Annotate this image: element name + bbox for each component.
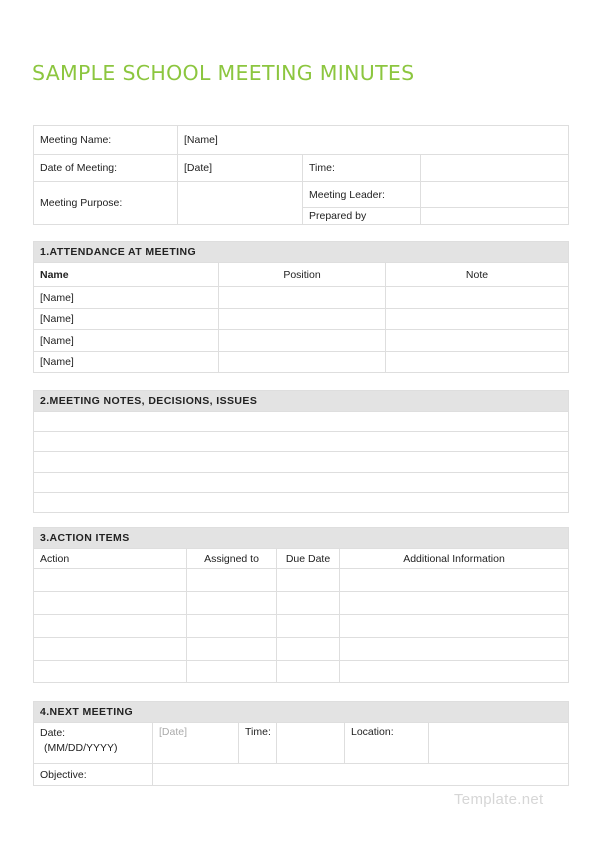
next-meeting-location-label: Location:	[345, 723, 429, 764]
meeting-purpose-value[interactable]	[178, 182, 303, 225]
next-meeting-objective-value[interactable]	[153, 764, 569, 786]
column-header-assigned-to: Assigned to	[187, 549, 277, 569]
meeting-leader-label: Meeting Leader:	[303, 182, 421, 208]
attendee-name[interactable]: [Name]	[34, 330, 219, 352]
date-label: Date:	[40, 727, 66, 739]
next-meeting-date-label	[34, 723, 153, 764]
next-meeting-heading: 4.NEXT MEETING	[34, 702, 569, 723]
table-row	[34, 287, 569, 309]
action-items-table	[33, 527, 569, 683]
notes-line[interactable]	[34, 432, 569, 452]
column-header-action: Action	[34, 549, 187, 569]
attendee-name[interactable]: [Name]	[34, 352, 219, 373]
attendance-table	[33, 241, 569, 373]
attendee-note[interactable]	[386, 309, 569, 330]
table-row	[34, 661, 569, 683]
next-meeting-time-label: Time:	[239, 723, 277, 764]
table-row	[34, 592, 569, 615]
table-row	[34, 638, 569, 661]
attendee-name[interactable]: [Name]	[34, 309, 219, 330]
meeting-purpose-label: Meeting Purpose:	[34, 182, 178, 225]
prepared-by-value[interactable]	[421, 208, 569, 225]
column-header-name: Name	[34, 263, 219, 287]
time-value[interactable]	[421, 155, 569, 182]
attendee-name[interactable]: [Name]	[34, 287, 219, 309]
notes-line[interactable]	[34, 473, 569, 493]
table-row	[34, 615, 569, 638]
meeting-notes-table	[33, 390, 569, 513]
attendee-position[interactable]	[219, 309, 386, 330]
date-of-meeting-value[interactable]: [Date]	[178, 155, 303, 182]
time-label: Time:	[303, 155, 421, 182]
column-header-additional-info: Additional Information	[340, 549, 569, 569]
table-row	[34, 352, 569, 373]
meeting-info-table	[33, 125, 569, 225]
date-format-hint: (MM/DD/YYYY)	[44, 742, 118, 754]
column-header-position: Position	[219, 263, 386, 287]
attendee-position[interactable]	[219, 287, 386, 309]
attendance-heading: 1.ATTENDANCE AT MEETING	[34, 242, 569, 263]
date-of-meeting-label: Date of Meeting:	[34, 155, 178, 182]
prepared-by-label: Prepared by	[303, 208, 421, 225]
meeting-notes-heading: 2.MEETING NOTES, DECISIONS, ISSUES	[34, 391, 569, 412]
watermark-footer: Template.net	[454, 791, 544, 808]
next-meeting-date-value[interactable]: [Date]	[153, 723, 239, 764]
meeting-leader-value[interactable]	[421, 182, 569, 208]
next-meeting-location-value[interactable]	[429, 723, 569, 764]
action-items-heading: 3.ACTION ITEMS	[34, 528, 569, 549]
column-header-due-date: Due Date	[277, 549, 340, 569]
column-header-note: Note	[386, 263, 569, 287]
next-meeting-table	[33, 701, 569, 786]
table-row	[34, 569, 569, 592]
meeting-name-label: Meeting Name:	[34, 126, 178, 155]
notes-line[interactable]	[34, 493, 569, 513]
meeting-name-value[interactable]: [Name]	[178, 126, 569, 155]
attendee-note[interactable]	[386, 352, 569, 373]
notes-line[interactable]	[34, 452, 569, 473]
attendee-note[interactable]	[386, 287, 569, 309]
attendee-position[interactable]	[219, 330, 386, 352]
attendee-note[interactable]	[386, 330, 569, 352]
notes-line[interactable]	[34, 412, 569, 432]
page-title: SAMPLE SCHOOL MEETING MINUTES	[32, 61, 415, 85]
next-meeting-time-value[interactable]	[277, 723, 345, 764]
next-meeting-objective-label: Objective:	[34, 764, 153, 786]
attendee-position[interactable]	[219, 352, 386, 373]
table-row	[34, 309, 569, 330]
table-row	[34, 330, 569, 352]
